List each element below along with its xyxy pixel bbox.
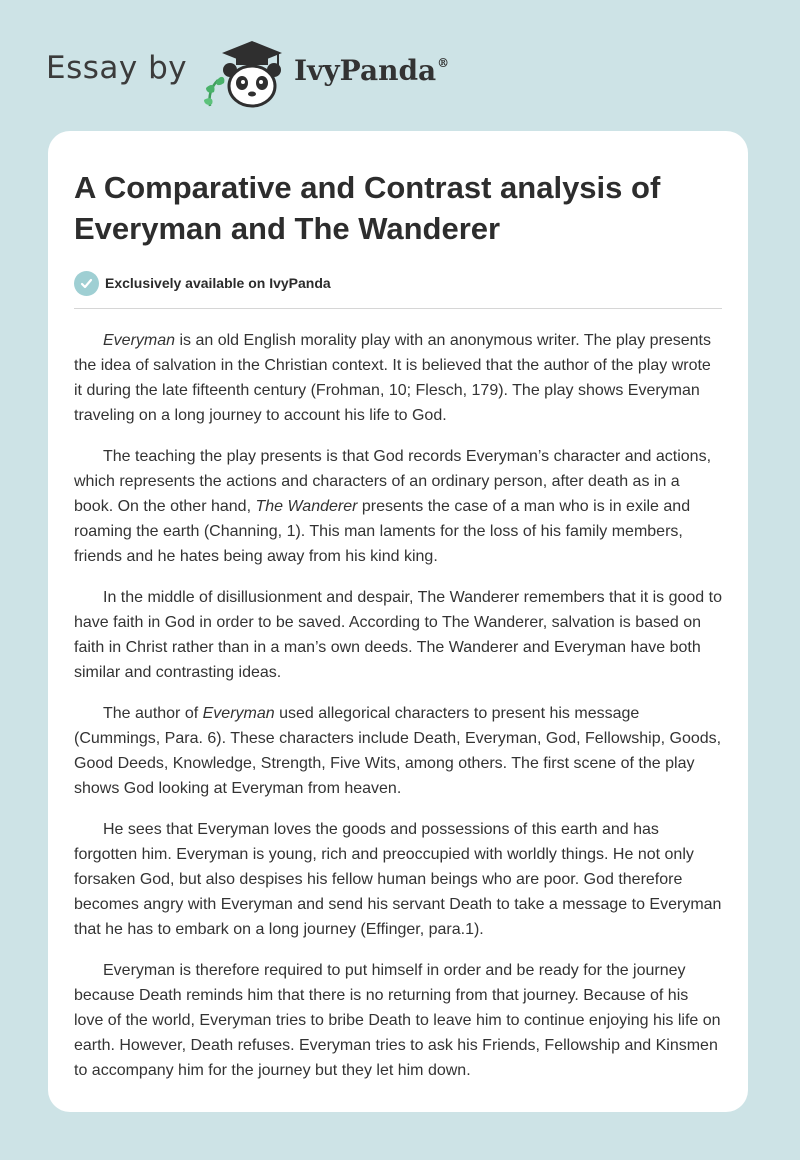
- paragraph-text: In the middle of disillusionment and despair, The Wanderer remembers that it is good to have faith in God in order to be saved. According to The Wanderer, salvation is based on faith in Christ rather than in a man’s own deeds. The Wanderer and Everyman have both similar and contrasting ideas.: [74, 589, 722, 681]
- paragraph-text: Everyman is therefore required to put himself in order and be ready for the journey because Death reminds him that there is no returning from that journey. Because of his love of the world, Everyman tries to bribe Death to leave him to continue enjoying his life on earth. However, Death refuses. Everyman tries to ask his Friends, Fellowship and Kinsmen to accompany him for the journey but they let him down.: [74, 962, 721, 1079]
- italic-title: Everyman: [103, 332, 176, 349]
- paragraph: [74, 328, 722, 428]
- leaf-icon: [204, 77, 224, 106]
- essay-by-label: Essay by: [46, 50, 188, 86]
- panda-graduate-icon: [202, 36, 286, 110]
- paragraph: [74, 444, 722, 569]
- paragraph: [74, 958, 722, 1083]
- paragraph-text: presents the case of a man who is in exile and roaming the earth (Channing, 1). This man laments for the loss of his family members, friends and he hates being away from his kind king.: [74, 498, 691, 565]
- italic-title: The Wanderer: [255, 498, 358, 515]
- paragraph-text: is an old English morality play with an anonymous writer. The play presents the idea of salvation in the Christian context. It is believed that the author of the play wrote it during the late fifteenth century (Frohman, 10; Flesch, 179). The play shows Everyman traveling on a long journey to account his life to God.: [74, 332, 711, 424]
- paragraph: [74, 817, 722, 942]
- site-header: [46, 34, 546, 114]
- paragraph-text: The author of: [103, 705, 203, 722]
- divider: [74, 308, 722, 309]
- check-circle-icon: [74, 271, 99, 296]
- paragraph: [74, 585, 722, 685]
- essay-body: [74, 328, 722, 1083]
- paragraph-text: used allegorical characters to present his message (Cummings, Para. 6). These characters include Death, Everyman, God, Fellowship, Goods, Good Deeds, Knowledge, Strength, Five Wits, among others. The first scene of the play shows God looking at Everyman from heaven.: [74, 705, 722, 797]
- paragraph-text: The teaching the play presents is that God records Everyman’s character and actions, which represents the actions and characters of an ordinary person, after death as in a book. On the other hand,: [74, 448, 712, 515]
- brand-name[interactable]: [294, 54, 449, 87]
- essay-card: [48, 131, 748, 1112]
- paragraph: [74, 701, 722, 801]
- registered-mark: ®: [437, 56, 450, 70]
- italic-title: Everyman: [202, 705, 275, 722]
- paragraph-text: He sees that Everyman loves the goods and possessions of this earth and has forgotten him. Everyman is young, rich and preoccupied with worldly things. He not only forsaken God, but also despises his fellow human beings who are poor. God therefore becomes angry with Everyman and send his servant Death to take a message to Everyman that he has to embark on a long journey (Effinger, para.1).: [74, 821, 722, 938]
- exclusive-badge: [74, 270, 722, 296]
- badge-label: Exclusively available on IvyPanda: [105, 275, 331, 291]
- essay-title: A Comparative and Contrast analysis of Everyman and The Wanderer: [74, 170, 661, 246]
- brand-text: IvyPanda: [294, 54, 437, 87]
